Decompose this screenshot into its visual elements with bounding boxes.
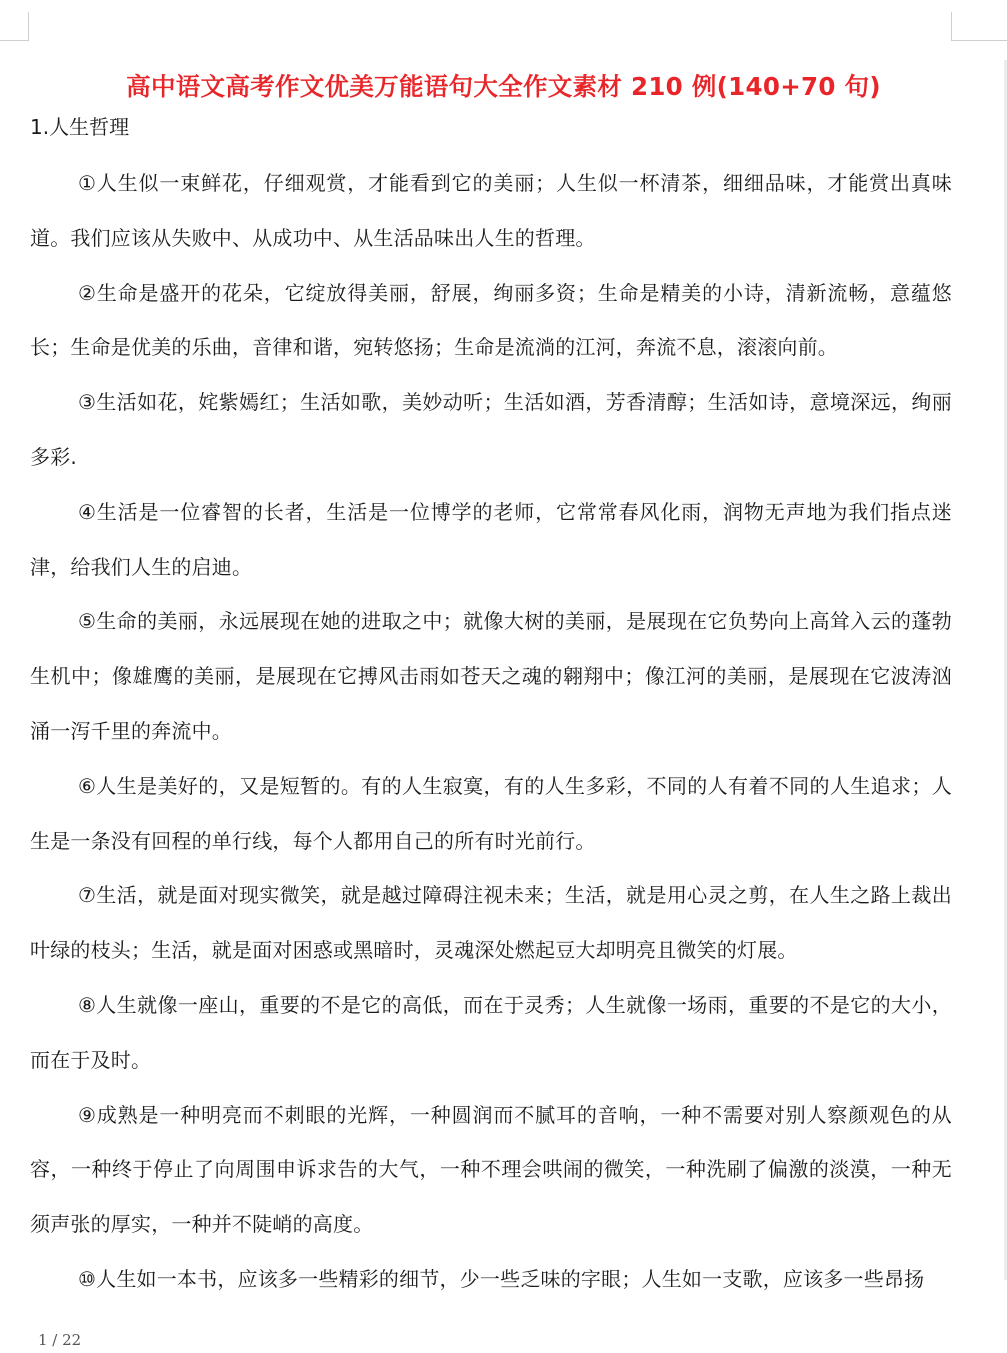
page-number-indicator: 1 / 22 xyxy=(38,1331,82,1349)
section-heading: 1.人生哲理 xyxy=(30,115,130,139)
paragraph: ③生活如花，姹紫嫣红；生活如歌，美妙动听；生活如酒，芳香清醇；生活如诗，意境深远，绚丽多彩. xyxy=(30,390,952,469)
page-corner-mark-left xyxy=(0,12,29,41)
paragraph: ④生活是一位睿智的长者，生活是一位博学的老师，它常常春风化雨，润物无声地为我们指点迷津，给我们人生的启迪。 xyxy=(30,499,952,579)
paragraph: ②生命是盛开的花朵，它绽放得美丽，舒展，绚丽多资；生命是精美的小诗，清新流畅，意蕴悠长；生命是优美的乐曲，音律和谐，宛转悠扬；生命是流淌的江河，奔流不息，滚滚向前。 xyxy=(30,280,952,360)
page-corner-mark-right xyxy=(951,12,1007,41)
paragraph: ①人生似一束鲜花，仔细观赏，才能看到它的美丽；人生似一杯清茶，细细品味，才能赏出真味道。我们应该从失败中、从成功中、从生活品味出人生的哲理。 xyxy=(30,171,952,250)
paragraph: ⑧人生就像一座山，重要的不是它的高低，而在于灵秀；人生就像一场雨，重要的不是它的大小，而在于及时。 xyxy=(30,992,952,1072)
document-title: 高中语文高考作文优美万能语句大全作文素材 210 例(140+70 句) xyxy=(126,72,881,102)
paragraph: ⑥人生是美好的，又是短暂的。有的人生寂寞，有的人生多彩，不同的人有着不同的人生追求；人生是一条没有回程的单行线，每个人都用自己的所有时光前行。 xyxy=(30,773,952,853)
paragraph: ⑩人生如一本书，应该多一些精彩的细节，少一些乏味的字眼；人生如一支歌，应该多一些昂扬 xyxy=(78,1266,925,1291)
paragraph: ⑨成熟是一种明亮而不刺眼的光辉，一种圆润而不腻耳的音响，一种不需要对别人察颜观色的从容，一种终于停止了向周围申诉求告的大气，一种不理会哄闹的微笑，一种洗刷了偏激的淡漠，一种无须声张的厚实，一种并不陡峭的高度。 xyxy=(30,1102,952,1237)
paragraph: ⑤生命的美丽，永远展现在她的进取之中；就像大树的美丽，是展现在它负势向上高耸入云的蓬勃生机中；像雄鹰的美丽，是展现在它搏风击雨如苍天之魂的翱翔中；像江河的美丽，是展现在它波涛汹涌一泻千里的奔流中。 xyxy=(30,609,952,743)
paragraph: ⑦生活，就是面对现实微笑，就是越过障碍注视未来；生活，就是用心灵之剪，在人生之路上裁出叶绿的枝头；生活，就是面对困惑或黑暗时，灵魂深处燃起豆大却明亮且微笑的灯展。 xyxy=(30,883,952,963)
document-body xyxy=(30,156,952,1307)
